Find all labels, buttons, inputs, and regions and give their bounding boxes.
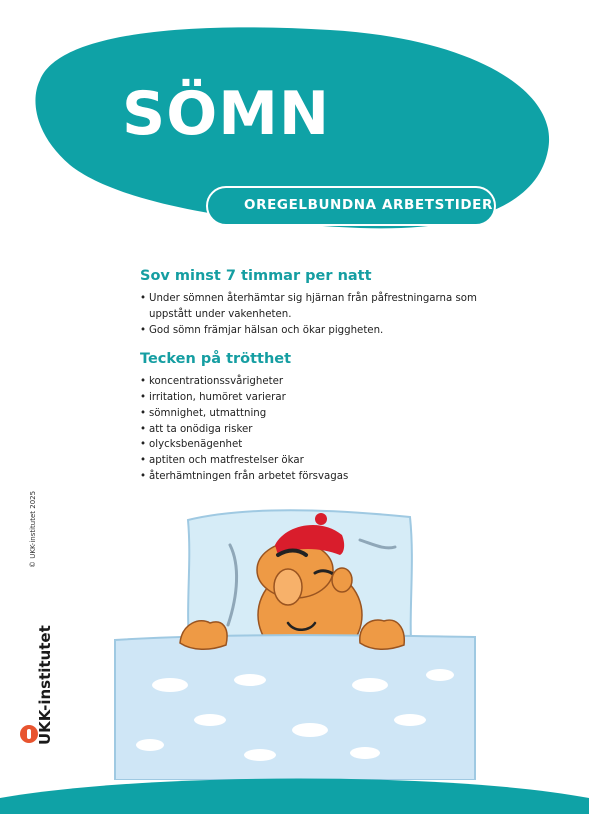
- sleep-list: [140, 291, 540, 338]
- copyright-text: © UKK-institutet 2025: [29, 490, 37, 568]
- list-item: • återhämtningen från arbetet försvagas: [140, 469, 540, 485]
- logo-text: UKK-institutet: [36, 625, 54, 745]
- list-item: • koncentrationssvårigheter: [140, 374, 540, 390]
- fatigue-list: [140, 374, 540, 485]
- page-subtitle: OREGELBUNDNA ARBETSTIDER: [244, 197, 493, 213]
- list-item: • aptiten och matfrestelser ökar: [140, 453, 540, 469]
- sleeping-man-illustration: [110, 505, 480, 780]
- list-item: • Under sömnen återhämtar sig hjärnan från påfrestningarna som uppstått under vakenheten.: [140, 291, 479, 323]
- footer-wave-shape: [0, 770, 589, 814]
- list-item: • God sömn främjar hälsan och ökar piggheten.: [140, 323, 540, 339]
- section-heading-fatigue: Tecken på trötthet: [140, 350, 292, 367]
- content-area: [140, 268, 540, 485]
- page-title: SÖMN: [122, 79, 331, 149]
- list-item: • irritation, humöret varierar: [140, 390, 540, 406]
- section-heading-sleep: Sov minst 7 timmar per natt: [140, 268, 372, 284]
- list-item: • sömnighet, utmattning: [140, 406, 540, 422]
- list-item: • olycksbenägenhet: [140, 437, 540, 453]
- list-item: • att ta onödiga risker: [140, 422, 540, 438]
